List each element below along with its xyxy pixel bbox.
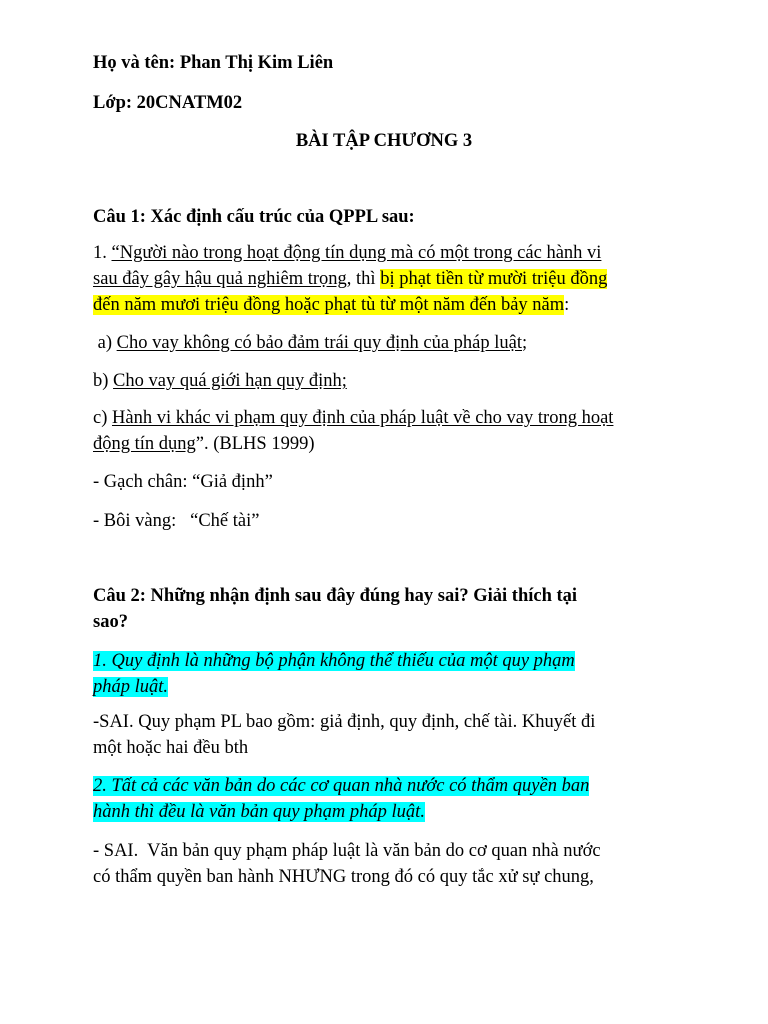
q1-option-b-text: Cho vay quá giới hạn quy định; — [113, 371, 347, 391]
q2-answer-2-line-1: - SAI. Văn bản quy phạm pháp luật là văn bản do cơ quan nhà nước — [93, 841, 601, 861]
q1-option-c-text-2: động tín dụng — [93, 434, 196, 454]
q1-rule-line-1 — [93, 240, 601, 266]
q1-option-a-text: Cho vay không có bảo đảm trái quy định của pháp luật — [116, 333, 522, 353]
q2-statement-2-line-2 — [93, 799, 425, 825]
q1-connector: , thì — [346, 269, 381, 289]
q2-answer-1-line-2: một hoặc hai đều bth — [93, 738, 249, 758]
student-class: Lớp: 20CNATM02 — [93, 93, 243, 113]
q1-option-c-line-1 — [93, 405, 613, 431]
question-2-heading-line-1: Câu 2: Những nhận định sau đây đúng hay sai? Giải thích tại — [93, 586, 578, 606]
q2-statement-2-text-1: 2. Tất cả các văn bản do các cơ quan nhà nước có thẩm quyền ban — [93, 776, 590, 796]
q2-statement-2-line-1 — [93, 773, 589, 799]
q2-statement-1-line-1 — [93, 648, 575, 674]
question-1-heading: Câu 1: Xác định cấu trúc của QPPL sau: — [93, 207, 415, 227]
q1-assumption-part-1: “Người nào trong hoạt động tín dụng mà có một trong các hành vi — [111, 243, 602, 263]
document-title: BÀI TẬP CHƯƠNG 3 — [295, 131, 473, 151]
q1-option-b-prefix: b) — [93, 371, 114, 391]
q1-sanction-part-1: bị phạt tiền từ mười triệu đồng — [380, 269, 608, 289]
q1-option-c-prefix: c) — [93, 408, 112, 428]
question-2-heading-line-2: sao? — [93, 612, 128, 632]
q2-statement-1-line-2 — [93, 674, 168, 700]
q1-item-number: 1. — [93, 243, 112, 263]
q1-note-underline: - Gạch chân: “Giả định” — [93, 472, 273, 492]
q1-source: ”. (BLHS 1999) — [195, 434, 315, 454]
q1-note-yellow: - Bôi vàng: “Chế tài” — [93, 511, 260, 531]
q1-option-c-text-1: Hành vi khác vi phạm quy định của pháp luật về cho vay trong hoạt — [112, 408, 614, 428]
q1-colon: : — [564, 295, 570, 315]
q1-option-c-line-2 — [93, 431, 314, 457]
q1-option-a-end: ; — [522, 333, 528, 353]
q1-assumption-part-2: sau đây gây hậu quả nghiêm trọng — [93, 269, 347, 289]
q2-statement-2-text-2: hành thì đều là văn bản quy phạm pháp luật. — [93, 802, 425, 822]
student-name: Họ và tên: Phan Thị Kim Liên — [93, 53, 334, 73]
q1-rule-line-3 — [93, 292, 569, 318]
q1-sanction-part-2: đến năm mươi triệu đồng hoặc phạt tù từ một năm đến bảy năm — [93, 295, 565, 315]
q1-option-a-prefix: a) — [93, 333, 117, 353]
q1-rule-line-2 — [93, 266, 607, 292]
q2-statement-1-text-1: 1. Quy định là những bộ phận không thể thiếu của một quy phạm — [93, 651, 575, 671]
q2-statement-1-text-2: pháp luật. — [93, 677, 169, 697]
q2-answer-2-line-2: có thẩm quyền ban hành NHƯNG trong đó có quy tắc xử sự chung, — [93, 867, 594, 887]
q1-option-b — [93, 368, 347, 394]
q1-option-a — [93, 330, 527, 356]
q2-answer-1-line-1: -SAI. Quy phạm PL bao gồm: giả định, quy định, chế tài. Khuyết đi — [93, 712, 596, 732]
